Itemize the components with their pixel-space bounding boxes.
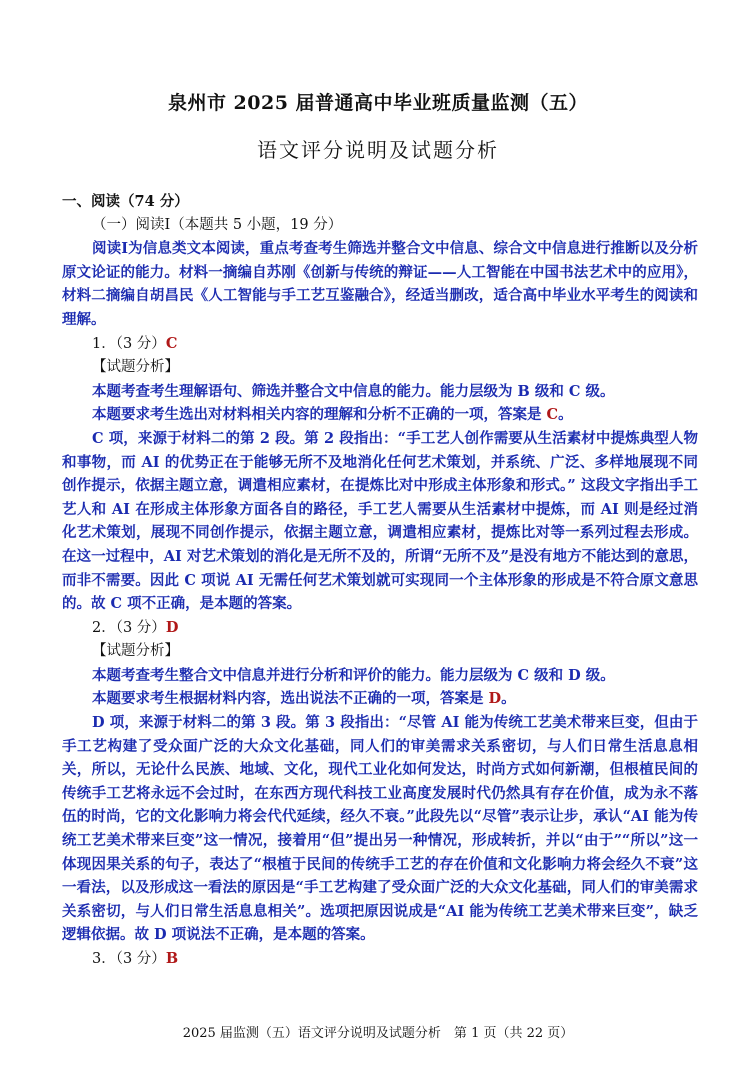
section-heading: 一、阅读（74 分） [62,193,189,210]
question-number: 2．（3 分） [92,619,166,636]
answer-line-text: 本题要求考生选出对材料相关内容的理解和分析不正确的一项，答案是 [92,406,547,424]
sub-heading: （一）阅读Ⅰ（本题共 5 小题，19 分） [92,216,343,233]
question-answer: C [165,334,178,352]
document-title: 泉州市 2025 届普通高中毕业班质量监测（五） [167,92,589,114]
question-2-explanation: D 项，来源于材料二的第 3 段。第 3 段指出：“尽管 AI 能为传统工艺美术带来巨变，但由于手工艺构建了受众面广泛的大众文化基础，同人们的审美需求关系密切，与人们日常生活息息相关，所以，无论什么民族、地域、文化，现代工业化如何发达，时尚方式如何新潮，但根植民间的传统手工艺将永远不会过时，在东西方现代科技工业高度发展时代仍然具有存在价值，成为永不落伍的时尚，它的文化影响力将会代代延续，经久不衰。”此段先以“尽管”表示让步，承认“AI 能为传统工艺美术带来巨变”这一情况，接着用“但”提出另一种情况，形成转折，并以“由于”“所以”这一体现因果关系的句子，表达了“根植于民间的传统手工艺的存在价值和文化影响力将会经久不衰”这一看法，以及形成这一看法的原因是“手工艺构建了受众面广泛的大众文化基础，同人们的审美需求关系密切，与人们日常生活息息相关”。选项把原因说成是“AI 能为传统工艺美术带来巨变”，缺乏逻辑依据。故 D 项说法不正确，是本题的答案。 [62,714,698,944]
question-1-explanation: C 项，来源于材料二的第 2 段。第 2 段指出：“手工艺人创作需要从生活素材中提炼典型人物和事物，而 AI 的优势正在于能够无所不及地消化任何艺术策划，并系统、广泛、多样地展现不同创作提示，依据主题立意，调遣相应素材，在提炼比对中形成主体形象和形式。” 这段文字指出手工艺人和 AI 在形成主体形象方面各自的路径，手工艺人需要从生活素材中提炼，而 AI 则是经过消化艺术策划，展现不同创作提示，依据主题立意，调遣相应素材，提炼比对等一系列过程去形成。在这一过程中，AI 对艺术策划的消化是无所不及的，所谓“无所不及”是没有地方不能达到的意思，而非不需要。因此 C 项说 AI 无需任何艺术策划就可实现同一个主体形象的形成是不符合原文意思的。故 C 项不正确，是本题的答案。 [62,429,698,613]
analysis-label: 【试题分析】 [92,643,179,660]
document-body [62,190,698,972]
question-2-answer-line [62,687,698,711]
question-2-header [62,616,698,641]
question-1-header [62,332,698,357]
document-subtitle: 语文评分说明及试题分析 [257,138,499,162]
answer-letter: D [488,690,502,708]
answer-line-end: 。 [558,406,573,424]
question-answer: D [165,618,179,636]
analysis-label: 【试题分析】 [92,359,179,376]
question-2-ability: 本题考查考生整合文中信息并进行分析和评价的能力。能力层级为 C 级和 D 级。 [92,666,615,684]
question-3-header [62,947,698,972]
section-intro: 阅读Ⅰ为信息类文本阅读，重点考查考生筛选并整合文中信息、综合文中信息进行推断以及分析原文论证的能力。材料一摘编自苏刚《创新与传统的辩证——人工智能在中国书法艺术中的应用》，材料二摘编自胡昌民《人工智能与手工艺互鉴融合》，经适当删改，适合高中毕业水平考生的阅读和理解。 [62,240,698,328]
page-footer: 2025 届监测（五）语文评分说明及试题分析 第 1 页（共 22 页） [182,1026,574,1041]
question-1-answer-line [62,403,698,427]
answer-letter: C [546,406,559,424]
question-answer: B [165,950,179,967]
answer-line-text: 本题要求考生根据材料内容，选出说法不正确的一项，答案是 [92,690,489,708]
question-1-ability: 本题考查考生理解语句、筛选并整合文中信息的能力。能力层级为 B 级和 C 级。 [92,382,615,400]
answer-line-end: 。 [501,690,516,708]
question-number: 3．（3 分） [92,951,166,967]
question-number: 1．（3 分） [92,335,166,352]
